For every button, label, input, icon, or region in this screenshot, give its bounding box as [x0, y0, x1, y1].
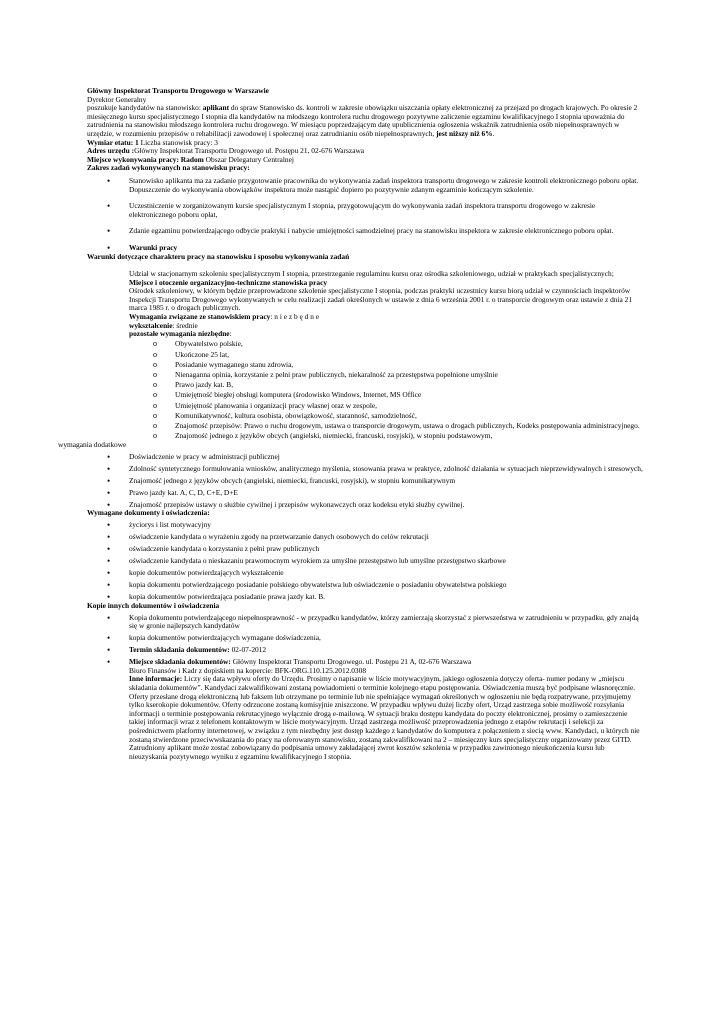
- list-item: • Stanowisko aplikanta ma za zadanie przygotowanie pracownika do wykonywania zadań inspektora transportu drogowego w zakresie kontroli elektronicznego poboru opłat. Dopuszczenie do wykonywania obowiązków inspektora może nastąpić dopiero po pozytywnie zdanym egzaminie kończącym szkolenie.: [107, 175, 639, 194]
- bullet-icon: •: [107, 556, 111, 567]
- circle-bullet-icon: o: [153, 420, 157, 430]
- miejsce-pracy: Miejsce wykonywania pracy: Radom Obszar Delegatury Centralnej: [87, 154, 294, 164]
- list-item: o Posiadanie wymaganego stanu zdrowia,: [153, 359, 294, 369]
- wyksztalcenie-line: wykształcenie: średnie: [129, 320, 198, 330]
- zakres-list: [87, 177, 643, 253]
- list-item: • oświadczenie kandydata o korzystaniu z pełni praw publicznych: [107, 544, 320, 555]
- bullet-icon: •: [107, 499, 111, 510]
- kopie-list: [87, 614, 643, 762]
- bullet-icon: •: [107, 657, 111, 668]
- circle-bullet-icon: o: [153, 370, 157, 379]
- bullet-icon: •: [107, 580, 111, 591]
- list-item: • Znajomość jednego z języków obcych (angielski, niemiecki, francuski, rosyjski), w stopniu komunikatywnym: [107, 475, 456, 486]
- biuro-line: Biuro Finansów i Kadr z dopiskiem na kopercie: BFK-ORG.110.125.2012.0308: [129, 665, 367, 675]
- dokumenty-list: [87, 521, 643, 602]
- list-item: • Doświadczenie w pracy w administracji publicznej: [107, 451, 280, 462]
- kopie-heading: Kopie innych dokumentów i oświadczenia: [87, 600, 220, 610]
- list-item: • kopia dokumentu potwierdzającego posiadanie polskiego obywatelstwa lub oświadczenie o posiadaniu obywatelstwa polskiego: [107, 580, 507, 591]
- bullet-icon: •: [107, 487, 111, 498]
- circle-bullet-icon: o: [153, 410, 157, 420]
- list-item: • Znajomość przepisów ustawy o służbie cywilnej i przepisów wykonawczych oraz kodeksu etyki służby cywilnej.: [107, 499, 465, 510]
- wymagania-list: [87, 340, 643, 440]
- otoczenie-heading: Miejsce i otoczenie organizacyjno-techniczne stanowiska pracy: [129, 277, 328, 287]
- bullet-icon: •: [107, 463, 111, 474]
- job-offer-document: [58, 86, 643, 765]
- bullet-icon: •: [107, 451, 111, 462]
- bullet-icon: •: [107, 520, 111, 531]
- list-item: • kopia dokumentów potwierdzających wymagane doświadczenia,: [107, 633, 321, 644]
- list-item: o Nienaganna opinia, korzystanie z pełni praw publicznych, niekaralność za przestępstwa popełnione umyślnie: [153, 370, 498, 379]
- director-line: Dyrektor Generalny: [87, 94, 147, 104]
- list-item: • kopie dokumentów potwierdzających wykształcenie: [107, 568, 284, 579]
- list-item: • Prawo jazdy kat. A, C, D, C+E, D+E: [107, 487, 238, 498]
- circle-bullet-icon: o: [153, 390, 157, 400]
- wymiar-etatu: Wymiar etatu: 1 Liczba stanowisk pracy: 3: [87, 137, 218, 147]
- bullet-icon: •: [107, 175, 111, 186]
- list-item: o Obywatelstwo polskie,: [153, 339, 243, 349]
- list-item: • Kopia dokumentu potwierdzającego niepełnosprawność - w przypadku kandydatów, którzy zamierzają skorzystać z pierwszeństwa w zatrudnieniu w przypadku, gdy znajdą się w gronie najlepszych kandydatów: [107, 612, 639, 631]
- list-item: o Komunikatywność, kultura osobista, obowiązkowość, staranność, samodzielność,: [153, 410, 417, 420]
- warunki-body: Udział w stacjonarnym szkoleniu specjalistycznym I stopnia, przestrzeganie regulaminu kursu oraz ośrodka szkoleniowego, udział w praktykach specjalistycznych;: [129, 269, 614, 279]
- circle-bullet-icon: o: [153, 359, 157, 369]
- list-item: • kopia dokumentów potwierdzająca posiadanie prawa jazdy kat. B.: [107, 592, 325, 603]
- bullet-icon: •: [107, 475, 111, 486]
- bullet-icon: •: [107, 532, 111, 543]
- circle-bullet-icon: o: [153, 400, 157, 410]
- circle-bullet-icon: o: [153, 339, 157, 349]
- bullet-icon: •: [107, 201, 111, 212]
- circle-bullet-icon: o: [153, 380, 157, 390]
- bullet-icon: •: [107, 633, 111, 644]
- list-item: • Zdanie egzaminu potwierdzającego odbycie praktyki i nabycie umiejętności samodzielnej pracy na stanowisku inspektora w zakresie elektronicznego poboru opłat.: [107, 226, 614, 237]
- miejsce-skladania-item: • Miejsce składania dokumentów: Główny Inspektorat Transportu Drogowego. ul. Postępu 21 A, 02-676 Warszawa Biuro Finansów i Kadr z dopiskiem na kopercie: BFK-ORG.110.125.2012.0308 Inne informacje: Liczy się data wpływu oferty do Urzędu. Prosimy o napisanie w liście motywacyjnym, jakiego ogłoszenia dotyczy oferta- numer podany w „miejscu składania dokumentów”. Kandydaci zakwalifikowani zostaną powiadomieni o terminie kolejnego etapu postępowania. Oświadczenia muszą być podpisane własnoręcznie. Oferty przesłane drogą elektroniczną lub faksem lub otrzymane po terminie lub nie spełniające wymagań określonych w ogłoszeniu nie będą rozpatrywane, przyjmujemy tylko kserokopie dokumentów. Oferty odrzucone zostaną komisyjnie zniszczone. W przypadku wpływu dużej liczby ofert, Urząd zastrzega sobie możliwość rozsyłania informacji o terminie postępowania rekrutacyjnego wyłącznie drogą e-mailową. W sytuacji braku dostępu kandydata do poczty elektronicznej, prosimy o zamieszczenie takiej informacji wraz z telefonem kontaktowym w liście motywacyjnym. Urząd zastrzega możliwość przeprowadzenia jednego z etapów rekrutacji i selekcji za pośrednictwem platformy internetowej, w związku z tym niezbędny jest dostęp każdego z kandydatów do komputera z połączeniem z siecią www. Kandydaci, u których nie zostaną stwierdzone przeciwwskazania do pracy na oferowanym stanowisku, zostaną zakwalifikowani na 2 – miesięczny kurs specjalistyczny organizowany przez GITD. Zatrudniony aplikant może zostać zobowiązany do podpisania umowy zakładającej zwrot kosztów szkolenia w przypadku zawinionego nieukończenia kursu lub nieuzyskania pozytywnego wyniku z egzaminu kwalifikacyjnego I stopnia.: [87, 658, 643, 761]
- institution-title: Główny Inspektorat Transportu Drogowego w Warszawie: [87, 86, 269, 95]
- bullet-icon: •: [107, 544, 111, 555]
- bullet-icon: •: [107, 226, 111, 237]
- bullet-icon: •: [107, 242, 111, 253]
- inne-informacje: Inne informacje: Liczy się data wpływu oferty do Urzędu. Prosimy o napisanie w liście motywacyjnym, jakiego ogłoszenia dotyczy oferta- numer podany w „miejscu składania dokumentów”. Kandydaci zakwalifikowani zostaną powiadomieni o terminie kolejnego etapu postępowania. Oświadczenia muszą być podpisane własnoręcznie. Oferty przesłane drogą elektroniczną lub faksem lub otrzymane po terminie lub nie spełniające wymagań określonych w ogłoszeniu nie będą rozpatrywane, przyjmujemy tylko kserokopie dokumentów. Oferty odrzucone zostaną komisyjnie zniszczone. W przypadku wpływu dużej liczby ofert, Urząd zastrzega sobie możliwość rozsyłania informacji o terminie postępowania rekrutacyjnego wyłącznie drogą e-mailową. W sytuacji braku dostępu kandydata do poczty elektronicznej, prosimy o zamieszczenie takiej informacji wraz z telefonem kontaktowym w liście motywacyjnym. Urząd zastrzega możliwość przeprowadzenia jednego z etapów rekrutacji i selekcji za pośrednictwem platformy internetowej, w związku z tym niezbędny jest dostęp każdego z kandydatów do komputera z połączeniem z siecią www. Kandydaci, u których nie zostaną stwierdzone przeciwwskazania do pracy na oferowanym stanowisku, zostaną zakwalifikowani na 2 – miesięczny kurs specjalistyczny organizowany przez GITD.: [129, 674, 640, 744]
- circle-bullet-icon: o: [153, 431, 157, 441]
- list-item: o Prawo jazdy kat. B,: [153, 380, 234, 390]
- bullet-icon: •: [107, 612, 111, 623]
- dodatkowe-list: [87, 453, 643, 510]
- bullet-icon: •: [107, 592, 111, 603]
- intro-paragraph: poszukuje kandydatów na stanowisko: aplikant do spraw Stanowisko ds. kontroli w zakresie obowiązku uiszczania opłaty elektronicznej za przejazd po drogach krajowych. Po okresie 2 miesięcznego kursu specjalistycznego I stopnia dla kandydatów na młodszego kontrolera ruchu drogowego pozytywne zaliczenie egzaminu kwalifikacyjnego I stopnia upoważnia do zatrudnienia na stanowisku młodszego kontrolera ruchu drogowego. W miesiącu poprzedzającym datę upublicznienia ogłoszenia wskaźnik zatrudnienia osób niepełnosprawnych w urzędzie, w rozumieniu przepisów o rehabilitacji zawodowej i społecznej oraz zatrudnianiu osób niepełnosprawnych, jest niższy niż 6%.: [87, 103, 638, 138]
- zakres-heading: Zakres zadań wykonywanych na stanowisku pracy:: [87, 163, 250, 173]
- list-item: o Znajomość przepisów: Prawo o ruchu drogowym, ustawa o transporcie drogowym, ustawa o drogach publicznych, Kodeks postępowania administracyjnego.: [153, 420, 640, 430]
- circle-bullet-icon: o: [153, 349, 157, 359]
- warunki-heading: Warunki dotyczące charakteru pracy na stanowisku i sposobu wykonywania zadań: [87, 251, 350, 261]
- otoczenie-body: Ośrodek szkoleniowy, w którym będzie przeprowadzone szkolenie specjalistyczne I stopnia, podczas praktyki uczestnicy kursu biorą udział w czynnościach inspektorów Inspekcji Transportu Drogowego wykonywanych w celu realizacji zadań określonych w ustawie z dnia 6 września 2001 r. o transporcie drogowym oraz ustawie z dnia 21 marca 1985 r. o drogach publicznych.: [129, 286, 633, 313]
- zatrudniony-note: Zatrudniony aplikant może zostać zobowiązany do podpisania umowy zakładającej zwrot kosztów szkolenia w przypadku zawinionego nieukończenia kursu lub nieuzyskania pozytywnego wyniku z egzaminu kwalifikacyjnego I stopnia.: [129, 743, 605, 761]
- bullet-icon: •: [107, 568, 111, 579]
- list-item: • oświadczenie kandydata o wyrażeniu zgody na przetwarzanie danych osobowych do celów rekrutacji: [107, 532, 429, 543]
- list-item: o Umiejętność biegłej obsługi komputera (środowisko Windows, Internet, MS Office: [153, 390, 422, 400]
- dodatkowe-heading: wymagania dodatkowe: [58, 439, 127, 449]
- list-item: • Uczestniczenie w zorganizowanym kursie specjalistycznym I stopnia, przygotowującym do wykonywania zadań inspektora transportu drogowego w zakresie elektronicznego poboru opłat,: [107, 201, 596, 219]
- wymagania-heading: Wymagania związane ze stanowiskiem pracy: n i e z b ę d n e: [129, 312, 320, 322]
- list-item: • życiorys i list motywacyjny: [107, 520, 211, 531]
- bullet-icon: •: [107, 645, 111, 656]
- dokumenty-heading: Wymagane dokumenty i oświadczenia:: [87, 508, 210, 518]
- list-item: o Ukończone 25 lat,: [153, 349, 229, 359]
- list-item: o Umiejętność planowania i organizacji pracy własnej oraz w zespole,: [153, 400, 378, 410]
- adres-urzedu: Adres urzędu :Główny Inspektorat Transportu Drogowego ul. Postępu 21, 02-676 Warszawa: [87, 146, 365, 156]
- list-item: o Znajomość jednego z języków obcych (angielski, niemiecki, francuski, rosyjski), w stopniu podstawowym,: [153, 431, 493, 441]
- list-item: • Warunki pracy: [107, 242, 178, 253]
- pozostale-heading: pozostałe wymagania niezbędne:: [129, 329, 232, 339]
- warunki-section: [87, 270, 643, 339]
- termin-item: • Termin składania dokumentów: 02-07-2012: [107, 645, 267, 656]
- list-item: • oświadczenie kandydata o nieskazaniu prawomocnym wyrokiem za umyślne przestępstwo lub umyślne przestępstwo skarbowe: [107, 556, 506, 567]
- list-item: • Zdolność syntetycznego formułowania wniosków, analitycznego myślenia, stosowania prawa w praktyce, zdolność działania w sytuacjach nieprzewidywalnych i stresowych,: [107, 463, 643, 474]
